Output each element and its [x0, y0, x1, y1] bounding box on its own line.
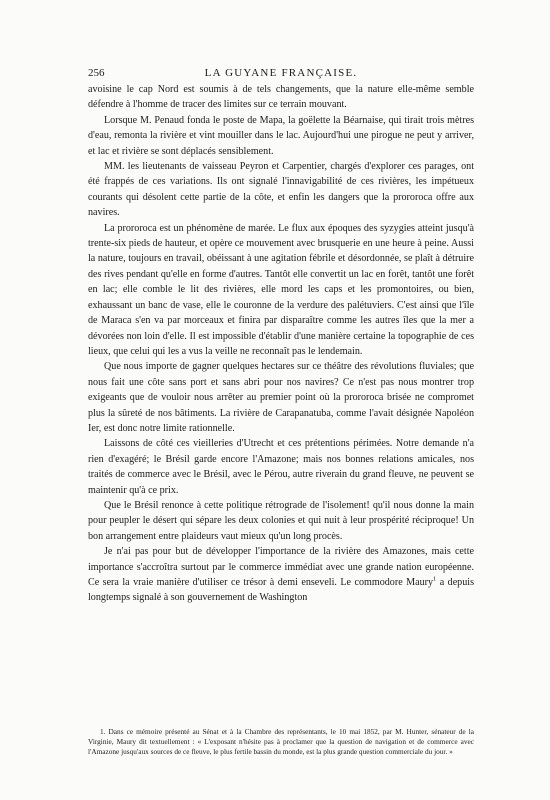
paragraph: Lorsque M. Penaud fonda le poste de Mapa, la goëlette la Béarnaise, qui tirait trois mètres d'eau, remonta la rivière et vint mouiller dans le lac. Aujourd'hui une pirogue ne peut y arriver, et lac et rivière se sont déplacés sensiblement. [88, 114, 474, 157]
paragraph: Que nous importe de gagner quelques hectares sur ce théâtre des révolutions fluviales; que nous fait une côte sans port et sans abri pour nos navires? Ce n'est pas nous montrer trop exigeants que de vouloir nous arrêter au premier point où la prororoca brisée ne compromet plus la sûreté de nos bâtiments. La rivière de Carapanatuba, comme l'avait désignée Napoléon Ier, est donc notre limite rationnelle. [88, 361, 474, 434]
footnote: 1. Dans ce mémoire présenté au Sénat et à la Chambre des représentants, le 10 mai 1852, par M. Hunter, sénateur de la Virginie, Maury dit textuellement : « L'exposant n'hésite pas à proclamer que la question de navigation et de commerce avec l'Amazone jusqu'aux sources de ce fleuve, le plus fertile bassin du monde, est la plus grande question commerciale du jour. » [88, 727, 474, 757]
paragraph [88, 544, 474, 606]
running-title: LA GUYANE FRANÇAISE. [204, 67, 358, 79]
paragraph-text-continued: a depuis longtemps signalé à son gouvernement de Washington [88, 577, 474, 604]
footnotes [88, 727, 474, 758]
paragraph: Laissons de côté ces vieilleries d'Utrecht et ces prétentions périmées. Notre demande n'a rien d'exagéré; le Brésil garde encore l'Amazone; mais nos bonnes relations amicales, nos traités de commerce avec le Brésil, avec le Pérou, autre riverain du grand fleuve, ne peuvent se maintenir qu'à ce prix. [88, 438, 474, 496]
paragraph: Que le Brésil renonce à cette politique rétrograde de l'isolement! qu'il nous donne la main pour peupler le désert qui sépare les deux colonies et qui nuit à leur prospérité réciproque! Un bon arrangement entre plaideurs vaut mieux qu'un long procès. [88, 499, 474, 542]
paragraph: MM. les lieutenants de vaisseau Peyron et Carpentier, chargés d'explorer ces parages, ont été frappés de ces variations. Ils ont signalé l'innavigabilité de ces rivières, les impétueux courants qui désolent cette partie de la côte, et enfin les dangers que la prororoca offre aux navires. [88, 161, 474, 219]
page-header [88, 66, 474, 80]
footnote-reference[interactable]: 1 [433, 575, 437, 583]
page-number: 256 [88, 67, 105, 79]
paragraph: La prororoca est un phénomène de marée. Le flux aux époques des syzygies atteint jusqu'à trente-six pieds de hauteur, et opère ce mouvement avec brusquerie en une heure à peine. Aussi la nature, toujours en travail, obéissant à une agitation fébrile et désordonnée, se plaît à détruire des rives pendant qu'elle en forme d'autres. Tantôt elle convertit un lac en forêt, tantôt une forêt en lac; elle comble le lit des rivières, elle mord les caps et les promontoires, ou bien, exhaussant un banc de vase, elle le couronne de la verdure des palétuviers. C'est ainsi que l'île de Maraca s'en va par morceaux et finira par disparaître comme les autres îles que la mer a dévorées non loin d'elle. Il est impossible d'établir d'une manière certaine la topographie de ces lieux, que celui qui les a vus la veille ne reconnaît pas le lendemain. [88, 222, 474, 357]
paragraph: avoisine le cap Nord est soumis à de tels changements, que la nature elle-même semble défendre à l'homme de tracer des limites sur ce terrain mouvant. [88, 84, 474, 111]
body-text [88, 82, 474, 606]
paragraph-text: Je n'ai pas pour but de développer l'importance de la rivière des Amazones, mais cette importance s'accroîtra surtout par le commerce immédiat avec une grande nation européenne. Ce sera la vraie manière d'utiliser ce trésor à demi enseveli. Le commodore Maury [88, 546, 474, 588]
